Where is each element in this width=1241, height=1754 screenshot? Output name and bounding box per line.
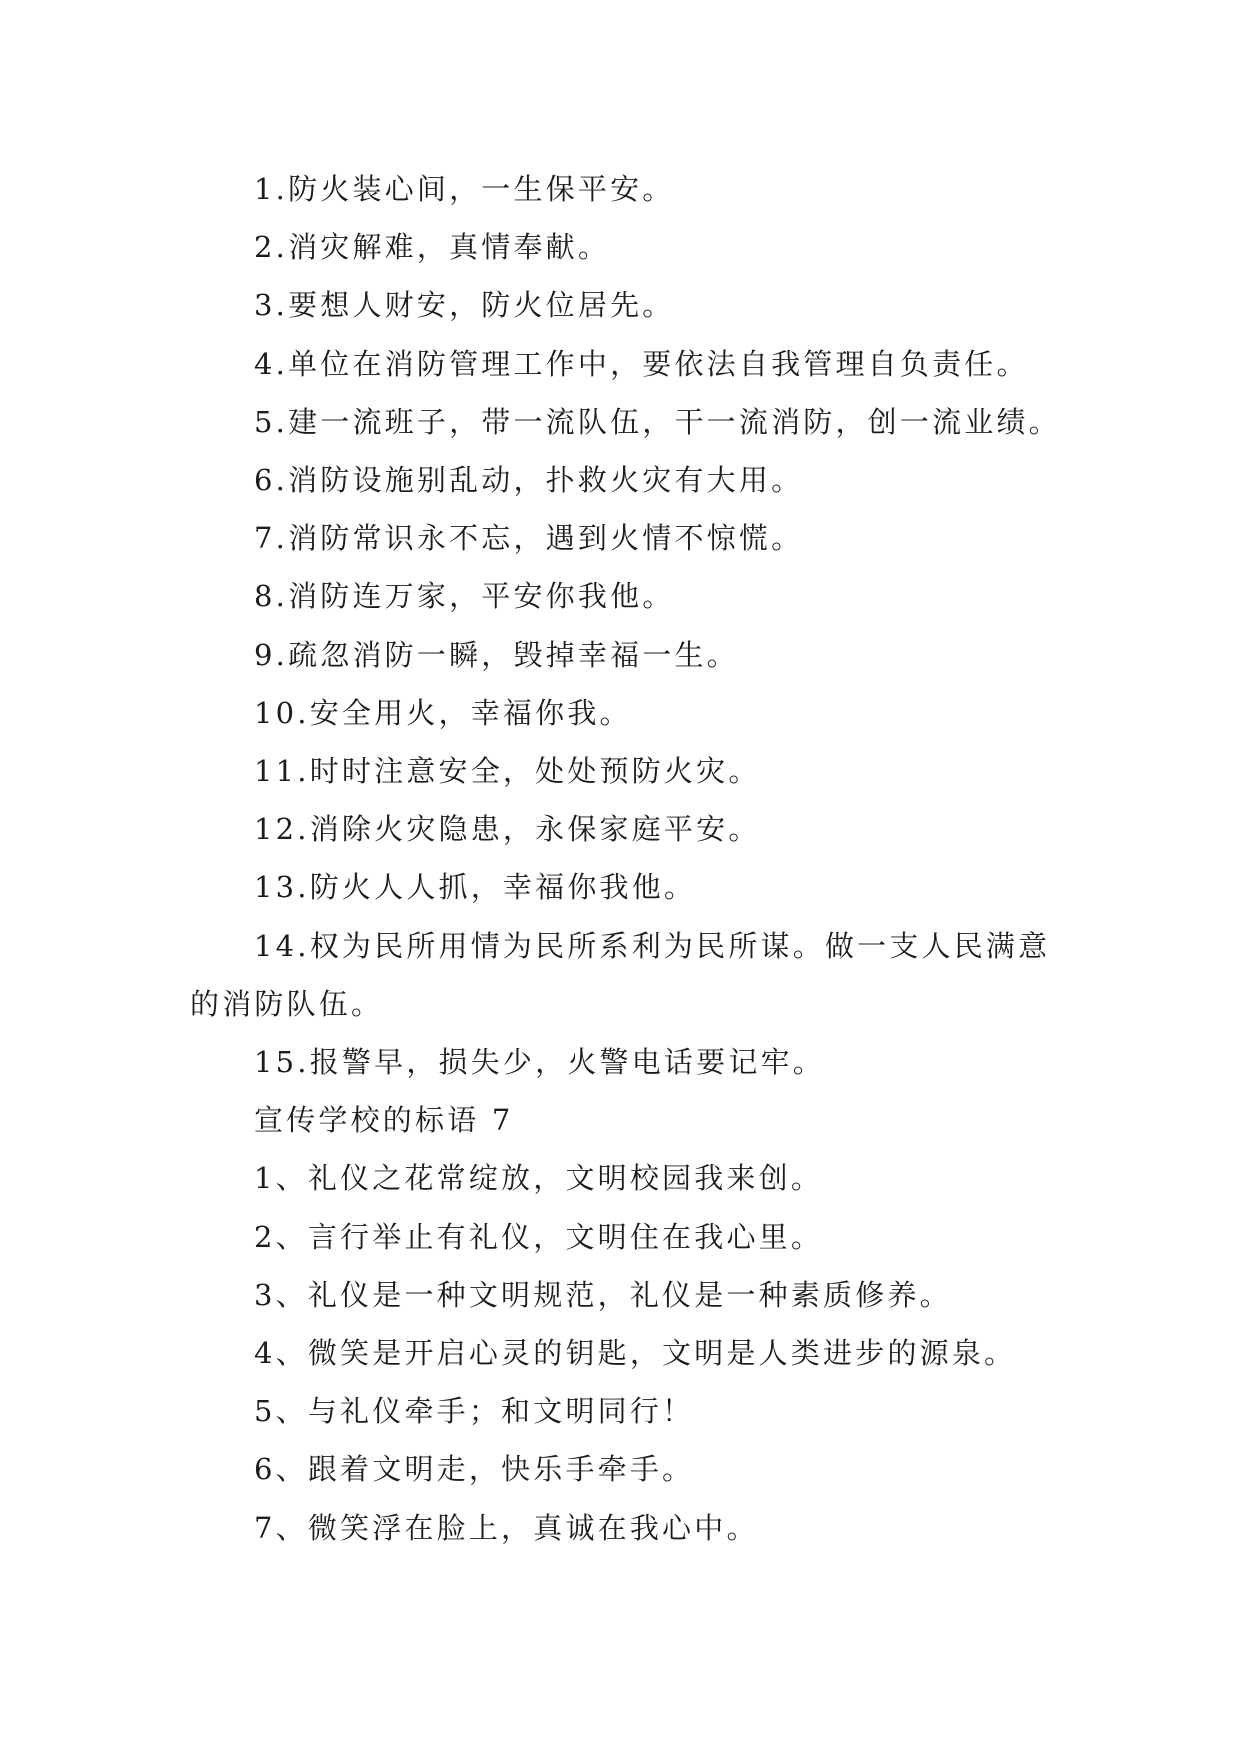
slogan-line-2: 2.消灾解难，真情奉献。 <box>254 230 611 265</box>
school-slogan-5: 5、与礼仪牵手；和文明同行！ <box>254 1394 695 1429</box>
slogan-line-7: 7.消防常识永不忘，遇到火情不惊慌。 <box>254 521 804 556</box>
slogan-line-6: 6.消防设施别乱动，扑救火灾有大用。 <box>254 463 804 498</box>
section-heading: 宣传学校的标语 7 <box>254 1103 514 1138</box>
school-slogan-1: 1、礼仪之花常绽放，文明校园我来创。 <box>254 1161 824 1196</box>
document-body <box>190 160 1060 1557</box>
slogan-line-5: 5.建一流班子，带一流队伍，干一流消防，创一流业绩。 <box>254 404 1061 439</box>
slogan-line-11: 11.时时注意安全，处处预防火灾。 <box>254 754 761 789</box>
slogan-line-1: 1.防火装心间，一生保平安。 <box>254 172 675 206</box>
school-slogan-3: 3、礼仪是一种文明规范，礼仪是一种素质修养。 <box>254 1277 952 1312</box>
slogan-line-15: 15.报警早，损失少，火警电话要记牢。 <box>254 1045 825 1080</box>
slogan-line-8: 8.消防连万家，平安你我他。 <box>254 579 675 614</box>
school-slogan-4: 4、微笑是开启心灵的钥匙，文明是人类进步的源泉。 <box>254 1336 1017 1371</box>
slogan-line-12: 12.消除火灾隐患，永保家庭平安。 <box>254 812 761 847</box>
slogan-line-13: 13.防火人人抓，幸福你我他。 <box>254 870 697 905</box>
school-slogan-2: 2、言行举止有礼仪，文明住在我心里。 <box>254 1219 824 1254</box>
school-slogan-7: 7、微笑浮在脸上，真诚在我心中。 <box>254 1510 759 1545</box>
slogan-line-4: 4.单位在消防管理工作中，要依法自我管理自负责任。 <box>254 346 1029 381</box>
school-slogan-6: 6、跟着文明走，快乐手牵手。 <box>254 1452 695 1487</box>
slogan-line-10: 10.安全用火，幸福你我。 <box>254 695 632 730</box>
slogan-line-9: 9.疏忽消防一瞬，毁掉幸福一生。 <box>254 637 739 672</box>
slogan-line-3: 3.要想人财安，防火位居先。 <box>254 288 675 323</box>
slogan-line-14: 14.权为民所用情为民所系利为民所谋。做一支人民满意的消防队伍。 <box>190 928 1051 1021</box>
